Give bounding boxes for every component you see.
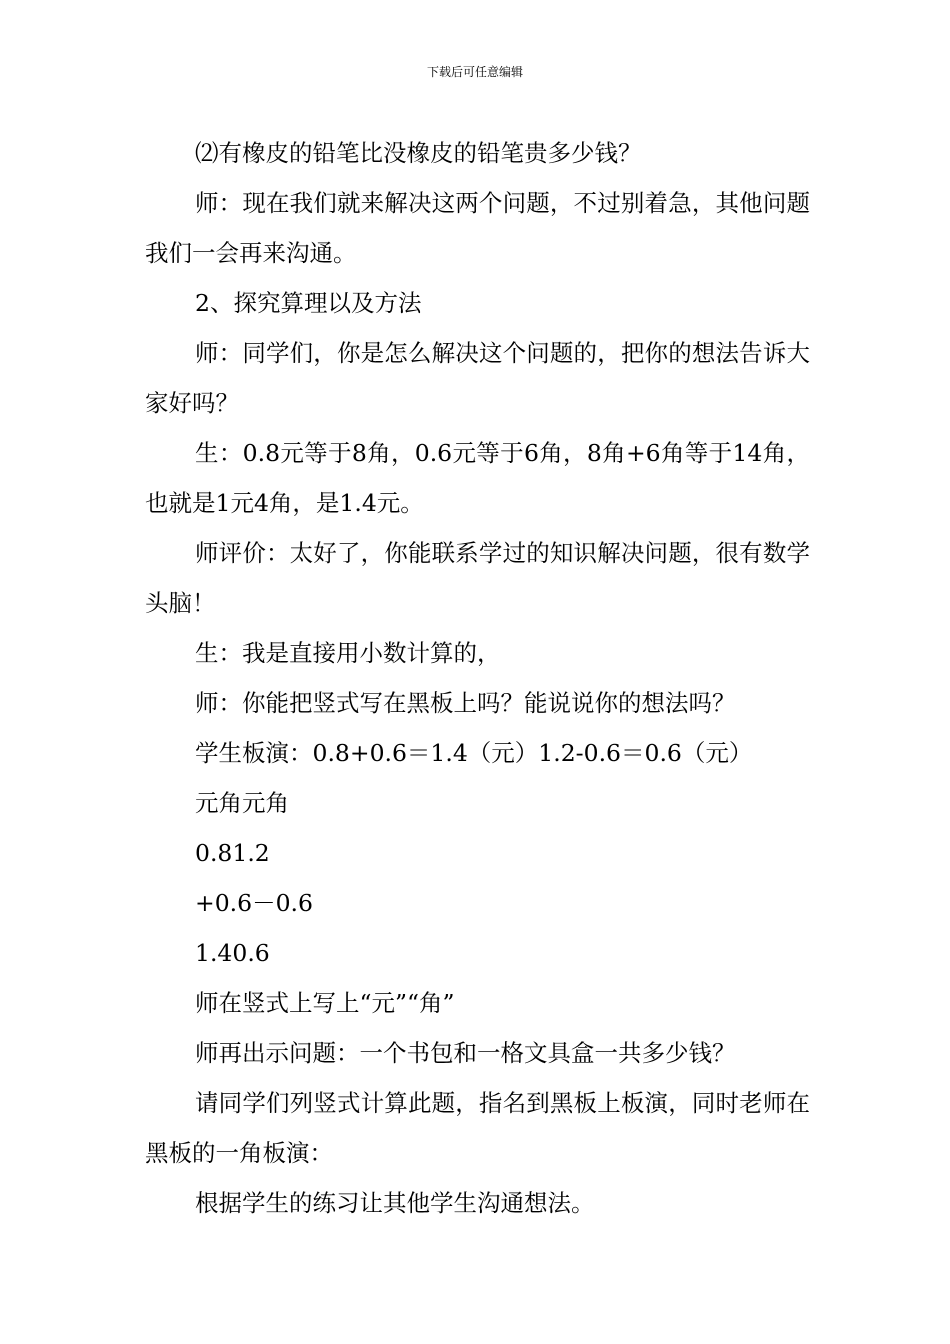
page-header: 下载后可任意编辑 bbox=[426, 65, 523, 79]
paragraph-teacher-solve: 师：现在我们就来解决这两个问题，不过别着急，其他问题我们一会再来沟通。 bbox=[145, 189, 810, 267]
paragraph-teacher-evaluate: 师评价：太好了，你能联系学过的知识解决问题，很有数学头脑！ bbox=[145, 539, 810, 617]
section-heading-explore: 2、探究算理以及方法 bbox=[195, 289, 422, 317]
document-body bbox=[145, 128, 810, 1228]
paragraph-teacher-new-question: 师再出示问题：一个书包和一格文具盒一共多少钱？ bbox=[195, 1039, 736, 1067]
vertical-calc-row-2: +0.6－0.6 bbox=[195, 889, 313, 917]
paragraph-teacher-board: 师：你能把竖式写在黑板上吗？能说说你的想法吗？ bbox=[195, 689, 736, 717]
vertical-calc-result: 1.40.6 bbox=[195, 939, 270, 967]
paragraph-student-answer-2: 生：我是直接用小数计算的， bbox=[195, 639, 501, 667]
vertical-calc-row-1: 0.81.2 bbox=[195, 839, 270, 867]
vertical-calc-units: 元角元角 bbox=[195, 789, 289, 817]
paragraph-class-practice: 请同学们列竖式计算此题，指名到黑板上板演，同时老师在黑板的一角板演： bbox=[145, 1089, 810, 1167]
paragraph-question-2: ⑵有橡皮的铅笔比没橡皮的铅笔贵多少钱？ bbox=[195, 139, 642, 167]
paragraph-teacher-ask: 师：同学们，你是怎么解决这个问题的，把你的想法告诉大家好吗？ bbox=[145, 339, 810, 417]
paragraph-share-ideas: 根据学生的练习让其他学生沟通想法。 bbox=[195, 1189, 595, 1217]
paragraph-student-board: 学生板演：0.8+0.6＝1.4（元）1.2-0.6＝0.6（元） bbox=[195, 739, 753, 767]
paragraph-teacher-write-units: 师在竖式上写上“元”“角” bbox=[195, 989, 455, 1017]
paragraph-student-answer-1: 生：0.8元等于8角，0.6元等于6角，8角+6角等于14角，也就是1元4角，是1.4元。 bbox=[145, 439, 810, 517]
